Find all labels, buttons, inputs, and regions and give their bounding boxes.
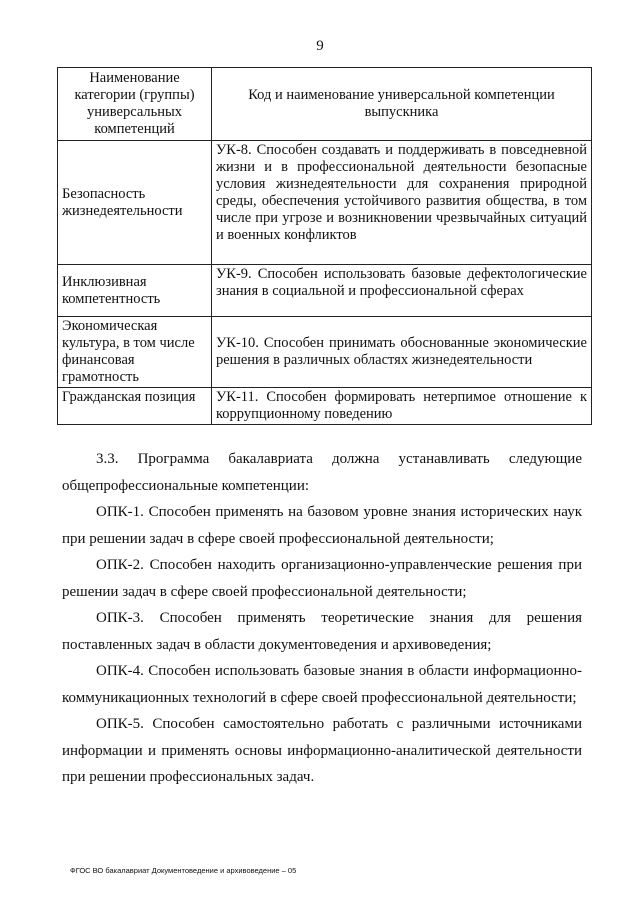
table-header-row xyxy=(58,68,592,141)
page-number: 9 xyxy=(316,38,324,54)
table-row xyxy=(58,265,592,317)
row-category: Гражданская позиция xyxy=(58,388,212,425)
paragraph: ОПК-4. Способен использовать базовые знания в области информационно-коммуникационных технологий в сфере своей профессиональной деятельности; xyxy=(62,663,582,706)
competencies-table xyxy=(57,67,592,425)
row-code: УК-11. Способен формировать нетерпимое отношение к коррупционному поведению xyxy=(212,388,592,425)
row-code: УК-10. Способен принимать обоснованные экономические решения в различных областях жизнедеятельности xyxy=(212,317,592,388)
paragraph: ОПК-2. Способен находить организационно-управленческие решения при решении задач в сфере своей профессиональной деятельности; xyxy=(62,557,582,600)
row-code: УК-9. Способен использовать базовые дефектологические знания в социальной и профессиональной сферах xyxy=(212,265,592,317)
paragraph: ОПК-1. Способен применять на базовом уровне знания исторических наук при решении задач в сфере своей профессиональной деятельности; xyxy=(62,504,582,547)
header-code: Код и наименование универсальной компетенции выпускника xyxy=(212,68,592,141)
row-category: Инклюзивная компетентность xyxy=(58,265,212,317)
table-row xyxy=(58,317,592,388)
paragraph: ОПК-5. Способен самостоятельно работать с различными источниками информации и применять основы информационно-аналитической деятельности при решении профессиональных задач. xyxy=(62,716,582,785)
row-category: Экономическая культура, в том числе финансовая грамотность xyxy=(58,317,212,388)
table-row xyxy=(58,141,592,265)
paragraph: ОПК-3. Способен применять теоретические знания для решения поставленных задач в области документоведения и архивоведения; xyxy=(62,610,582,653)
body-text xyxy=(62,446,582,791)
footer: ФГОС ВО бакалавриат Документоведение и архивоведение – 05 xyxy=(70,866,297,875)
row-code: УК-8. Способен создавать и поддерживать в повседневной жизни и в профессиональной деятельности безопасные условия жизнедеятельности для сохранения природной среды, обеспечения устойчивого развития общества, в том числе при угрозе и возникновении чрезвычайных ситуаций и военных конфликтов xyxy=(212,141,592,265)
header-category: Наименование категории (группы) универсальных компетенций xyxy=(58,68,212,141)
table-row xyxy=(58,388,592,425)
row-category: Безопасность жизнедеятельности xyxy=(58,141,212,265)
paragraph: 3.3. Программа бакалавриата должна устанавливать следующие общепрофессиональные компетенции: xyxy=(62,451,582,494)
